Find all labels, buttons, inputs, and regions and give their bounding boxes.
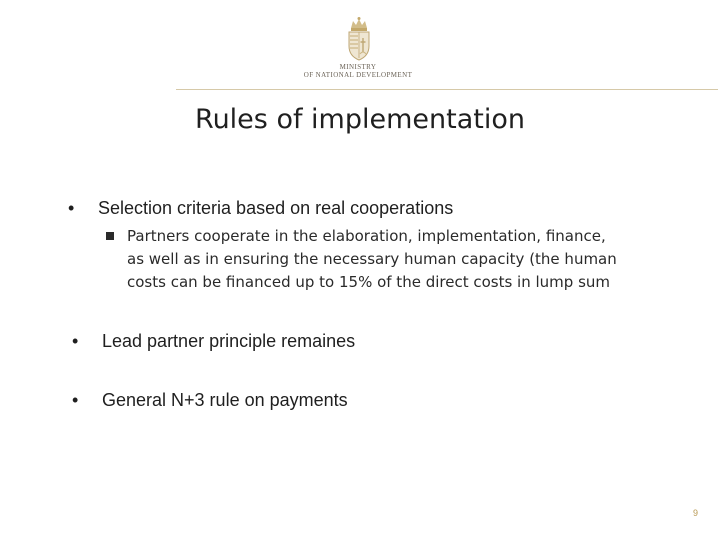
sub-bullet-line: Partners cooperate in the elaboration, implementation, finance,	[127, 227, 606, 245]
coat-of-arms-icon	[344, 16, 374, 62]
logo-text-ministry: MINISTRY	[339, 63, 377, 71]
sub-bullet-text	[127, 225, 667, 294]
page-number: 9	[692, 508, 698, 518]
bullet-text: Lead partner principle remaines	[102, 331, 356, 351]
logo-text-national-development: OF NATIONAL DEVELOPMENT	[303, 71, 413, 79]
header-divider	[176, 89, 718, 90]
bullet-text: Selection criteria based on real cooperations	[98, 198, 454, 218]
bullet-marker: •	[72, 331, 79, 351]
bullet-marker: •	[68, 198, 75, 218]
square-bullet-icon	[106, 232, 114, 240]
slide-title: Rules of implementation	[195, 104, 525, 135]
bullet-marker: •	[72, 390, 79, 410]
slide-header	[0, 0, 720, 92]
sub-bullet-line: costs can be financed up to 15% of the direct costs in lump sum	[127, 273, 611, 291]
sub-bullet-line: as well as in ensuring the necessary human capacity (the human	[127, 250, 617, 268]
bullet-text: General N+3 rule on payments	[102, 390, 348, 410]
